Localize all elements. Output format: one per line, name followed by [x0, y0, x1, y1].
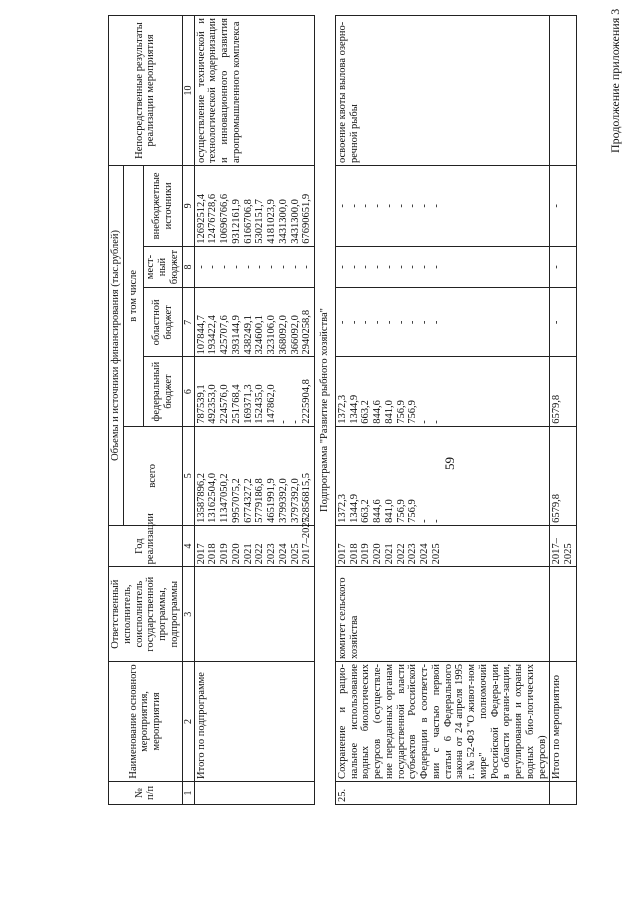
- regional-list: [194, 288, 315, 357]
- index-cell: 5: [182, 426, 194, 525]
- list-value: 756,9: [407, 499, 419, 523]
- list-value: -: [419, 204, 431, 208]
- list-value: 5779186,8: [254, 478, 266, 523]
- header-local: мест-ный бюджет: [144, 246, 182, 288]
- list-value: 844,6: [372, 499, 384, 523]
- list-value: 152435,0: [254, 384, 266, 424]
- list-value: 1344,9: [348, 394, 360, 424]
- list-value: -: [419, 519, 431, 523]
- list-value: 12692512,4: [195, 193, 207, 244]
- row-local: -: [550, 246, 577, 288]
- list-value: 4181023,9: [266, 199, 278, 244]
- list-value: 425707,6: [219, 315, 231, 355]
- list-value: 492353,0: [207, 384, 219, 424]
- list-value: 12476728,6: [207, 193, 219, 244]
- list-value: 1372,3: [336, 394, 348, 424]
- list-value: 324600,1: [254, 315, 266, 355]
- list-value: 2017–2025: [301, 517, 313, 565]
- list-value: -: [207, 265, 219, 269]
- list-value: 2940258,8: [301, 309, 313, 355]
- subprogram-total-row: [194, 16, 315, 805]
- list-value: 2020: [372, 543, 384, 565]
- list-value: 756,9: [407, 400, 419, 424]
- list-value: -: [242, 265, 254, 269]
- list-value: -: [230, 265, 242, 269]
- list-value: -: [336, 265, 348, 269]
- index-cell: 2: [182, 661, 194, 781]
- list-value: 2018: [348, 543, 360, 565]
- list-value: 2017: [195, 543, 207, 565]
- list-value: 3799392,0: [277, 478, 289, 523]
- list-value: -: [430, 420, 442, 424]
- list-value: 72856815,5: [301, 473, 313, 523]
- header-including: в том числе: [123, 165, 144, 426]
- list-value: 841,0: [383, 499, 395, 523]
- list-value: 147862,0: [266, 384, 278, 424]
- list-value: -: [395, 320, 407, 325]
- list-value: 2024: [277, 543, 289, 565]
- list-value: 841,0: [383, 400, 395, 424]
- measure-total-row: [550, 16, 577, 805]
- list-value: 3431300,0: [277, 199, 289, 244]
- header-num: № п/п: [109, 781, 183, 804]
- index-cell: 3: [182, 567, 194, 662]
- list-value: -: [372, 204, 384, 208]
- header-executor: Ответственный исполнитель, соисполнитель государственной программы, подпрограммы: [109, 567, 183, 662]
- continuation-note: Продолжение приложения 3: [608, 8, 622, 153]
- list-value: 2225904,8: [301, 379, 313, 424]
- list-value: -: [419, 420, 431, 424]
- index-cell: 7: [182, 288, 194, 357]
- list-value: 67690651,9: [301, 193, 313, 244]
- list-value: 107844,7: [195, 315, 207, 355]
- row-name: Итого по подпрограмме: [194, 661, 315, 781]
- list-value: 2019: [219, 543, 231, 565]
- list-value: -: [254, 265, 266, 269]
- list-value: 366092,0: [289, 315, 301, 355]
- total-list: [335, 426, 550, 525]
- total-list: [194, 426, 315, 525]
- list-value: 11347050,2: [219, 473, 231, 523]
- index-cell: 9: [182, 165, 194, 246]
- list-value: 6166706,8: [242, 199, 254, 244]
- list-value: 2019: [360, 543, 372, 565]
- list-value: -: [419, 320, 431, 325]
- list-value: -: [289, 420, 301, 424]
- list-value: 10696766,6: [219, 193, 231, 244]
- list-value: 438249,1: [242, 315, 254, 355]
- result-text: осуществление технической и технологической модернизации и инновационного развития агропромышленного комплекса: [194, 16, 315, 166]
- index-cell: 4: [182, 525, 194, 567]
- list-value: 3431300,0: [289, 199, 301, 244]
- list-value: -: [372, 265, 384, 269]
- header-extra: внебюджетные источники: [144, 165, 182, 246]
- row-extra: -: [550, 165, 577, 246]
- list-value: -: [266, 265, 278, 269]
- funding-table: [108, 15, 577, 805]
- index-row: [182, 16, 194, 805]
- list-value: -: [301, 265, 313, 269]
- federal-list: [194, 357, 315, 426]
- header-results: Непосредственные результаты реализации мероприятия: [109, 16, 183, 166]
- list-value: 2024: [419, 543, 431, 565]
- subprogram-title: Подпрограмма "Развитие рыбного хозяйства": [315, 16, 336, 805]
- page-number: 59: [442, 457, 457, 470]
- list-value: -: [219, 265, 231, 269]
- list-value: 663,2: [360, 400, 372, 424]
- list-value: 787539,1: [195, 384, 207, 424]
- list-value: 3797392,0: [289, 478, 301, 523]
- local-list: [194, 246, 315, 288]
- row-name: Сохранение и рацио-нальное использование водных биологических ресурсов (осуществле-ние переданных органам государственной власти субъектов Российской Федерации в соответст-вии с частью первой статьи 6 Федерального закона от 24 апреля 1995 г. № 52-ФЗ "О живот-ном мире" полномочий Российской Федера-ции в области органи-зации, регулирования и охраны водных био-логических ресурсов): [335, 661, 550, 781]
- list-value: 756,9: [395, 499, 407, 523]
- list-value: -: [195, 265, 207, 269]
- row-regional: -: [550, 288, 577, 357]
- row-number: 25.: [335, 781, 550, 804]
- header-funding: Объемы и источники финансирования (тыс.рублей): [109, 165, 124, 525]
- header-regional: областной бюджет: [144, 288, 182, 357]
- row-name: Итого по мероприятию: [550, 661, 577, 781]
- list-value: -: [407, 320, 419, 325]
- federal-list: [335, 357, 550, 426]
- list-value: 1372,3: [336, 494, 348, 523]
- list-value: -: [383, 265, 395, 269]
- list-value: 1344,9: [348, 494, 360, 523]
- list-value: 2025: [430, 543, 442, 565]
- list-value: -: [348, 265, 360, 269]
- regional-list: [335, 288, 550, 357]
- list-value: -: [360, 320, 372, 325]
- list-value: -: [407, 265, 419, 269]
- list-value: 844,6: [372, 400, 384, 424]
- list-value: 2021: [383, 543, 395, 565]
- header-total: всего: [123, 426, 182, 525]
- list-value: 5302151,7: [254, 199, 266, 244]
- list-value: 2023: [266, 543, 278, 565]
- list-value: -: [383, 204, 395, 208]
- years-list: [335, 525, 550, 567]
- list-value: 224576,0: [219, 384, 231, 424]
- list-value: 323106,0: [266, 315, 278, 355]
- list-value: 193422,4: [207, 315, 219, 355]
- list-value: 13162504,0: [207, 473, 219, 523]
- list-value: -: [395, 265, 407, 269]
- extra-list: [194, 165, 315, 246]
- local-list: [335, 246, 550, 288]
- list-value: -: [336, 204, 348, 208]
- list-value: 2023: [407, 543, 419, 565]
- list-value: 2022: [254, 543, 266, 565]
- list-value: 13587896,2: [195, 473, 207, 523]
- list-value: 368092,0: [277, 315, 289, 355]
- list-value: 251768,4: [230, 384, 242, 424]
- list-value: -: [430, 519, 442, 523]
- list-value: 2018: [207, 543, 219, 565]
- list-value: 169371,3: [242, 384, 254, 424]
- list-value: -: [348, 320, 360, 325]
- list-value: 756,9: [395, 400, 407, 424]
- years-list: [194, 517, 315, 567]
- list-value: 663,2: [360, 499, 372, 523]
- list-value: -: [419, 265, 431, 269]
- list-value: -: [383, 320, 395, 325]
- list-value: 2025: [289, 543, 301, 565]
- row-executor: комитет сельского хозяйства: [335, 567, 550, 662]
- list-value: -: [395, 204, 407, 208]
- list-value: 4651991,9: [266, 478, 278, 523]
- list-value: 9312161,9: [230, 199, 242, 244]
- header-year: Год реализации: [109, 525, 183, 567]
- header-name: Наименование основного мероприятия, мероприятия: [109, 661, 183, 781]
- index-cell: 8: [182, 246, 194, 288]
- list-value: -: [360, 204, 372, 208]
- list-value: 393144,9: [230, 315, 242, 355]
- index-cell: 6: [182, 357, 194, 426]
- list-value: -: [360, 265, 372, 269]
- list-value: -: [277, 420, 289, 424]
- list-value: 2022: [395, 543, 407, 565]
- list-value: -: [407, 204, 419, 208]
- list-value: -: [372, 320, 384, 325]
- measure-row: [335, 16, 550, 805]
- list-value: -: [336, 320, 348, 325]
- list-value: -: [289, 265, 301, 269]
- index-cell: 10: [182, 16, 194, 166]
- list-value: -: [430, 320, 442, 325]
- list-value: -: [348, 204, 360, 208]
- list-value: 2017: [336, 543, 348, 565]
- list-value: 2020: [230, 543, 242, 565]
- header-federal: федеральный бюджет: [144, 357, 182, 426]
- row-year: 2017–2025: [550, 525, 577, 567]
- index-cell: 1: [182, 781, 194, 804]
- extra-list: [335, 165, 550, 246]
- list-value: 2021: [242, 543, 254, 565]
- list-value: -: [430, 265, 442, 269]
- result-text: освоение квоты вылова озерно-речной рыбы: [335, 16, 550, 166]
- row-total: 6579,8: [550, 426, 577, 525]
- row-federal: 6579,8: [550, 357, 577, 426]
- list-value: 6774327,2: [242, 478, 254, 523]
- list-value: -: [277, 265, 289, 269]
- list-value: 9957075,2: [230, 478, 242, 523]
- list-value: -: [430, 204, 442, 208]
